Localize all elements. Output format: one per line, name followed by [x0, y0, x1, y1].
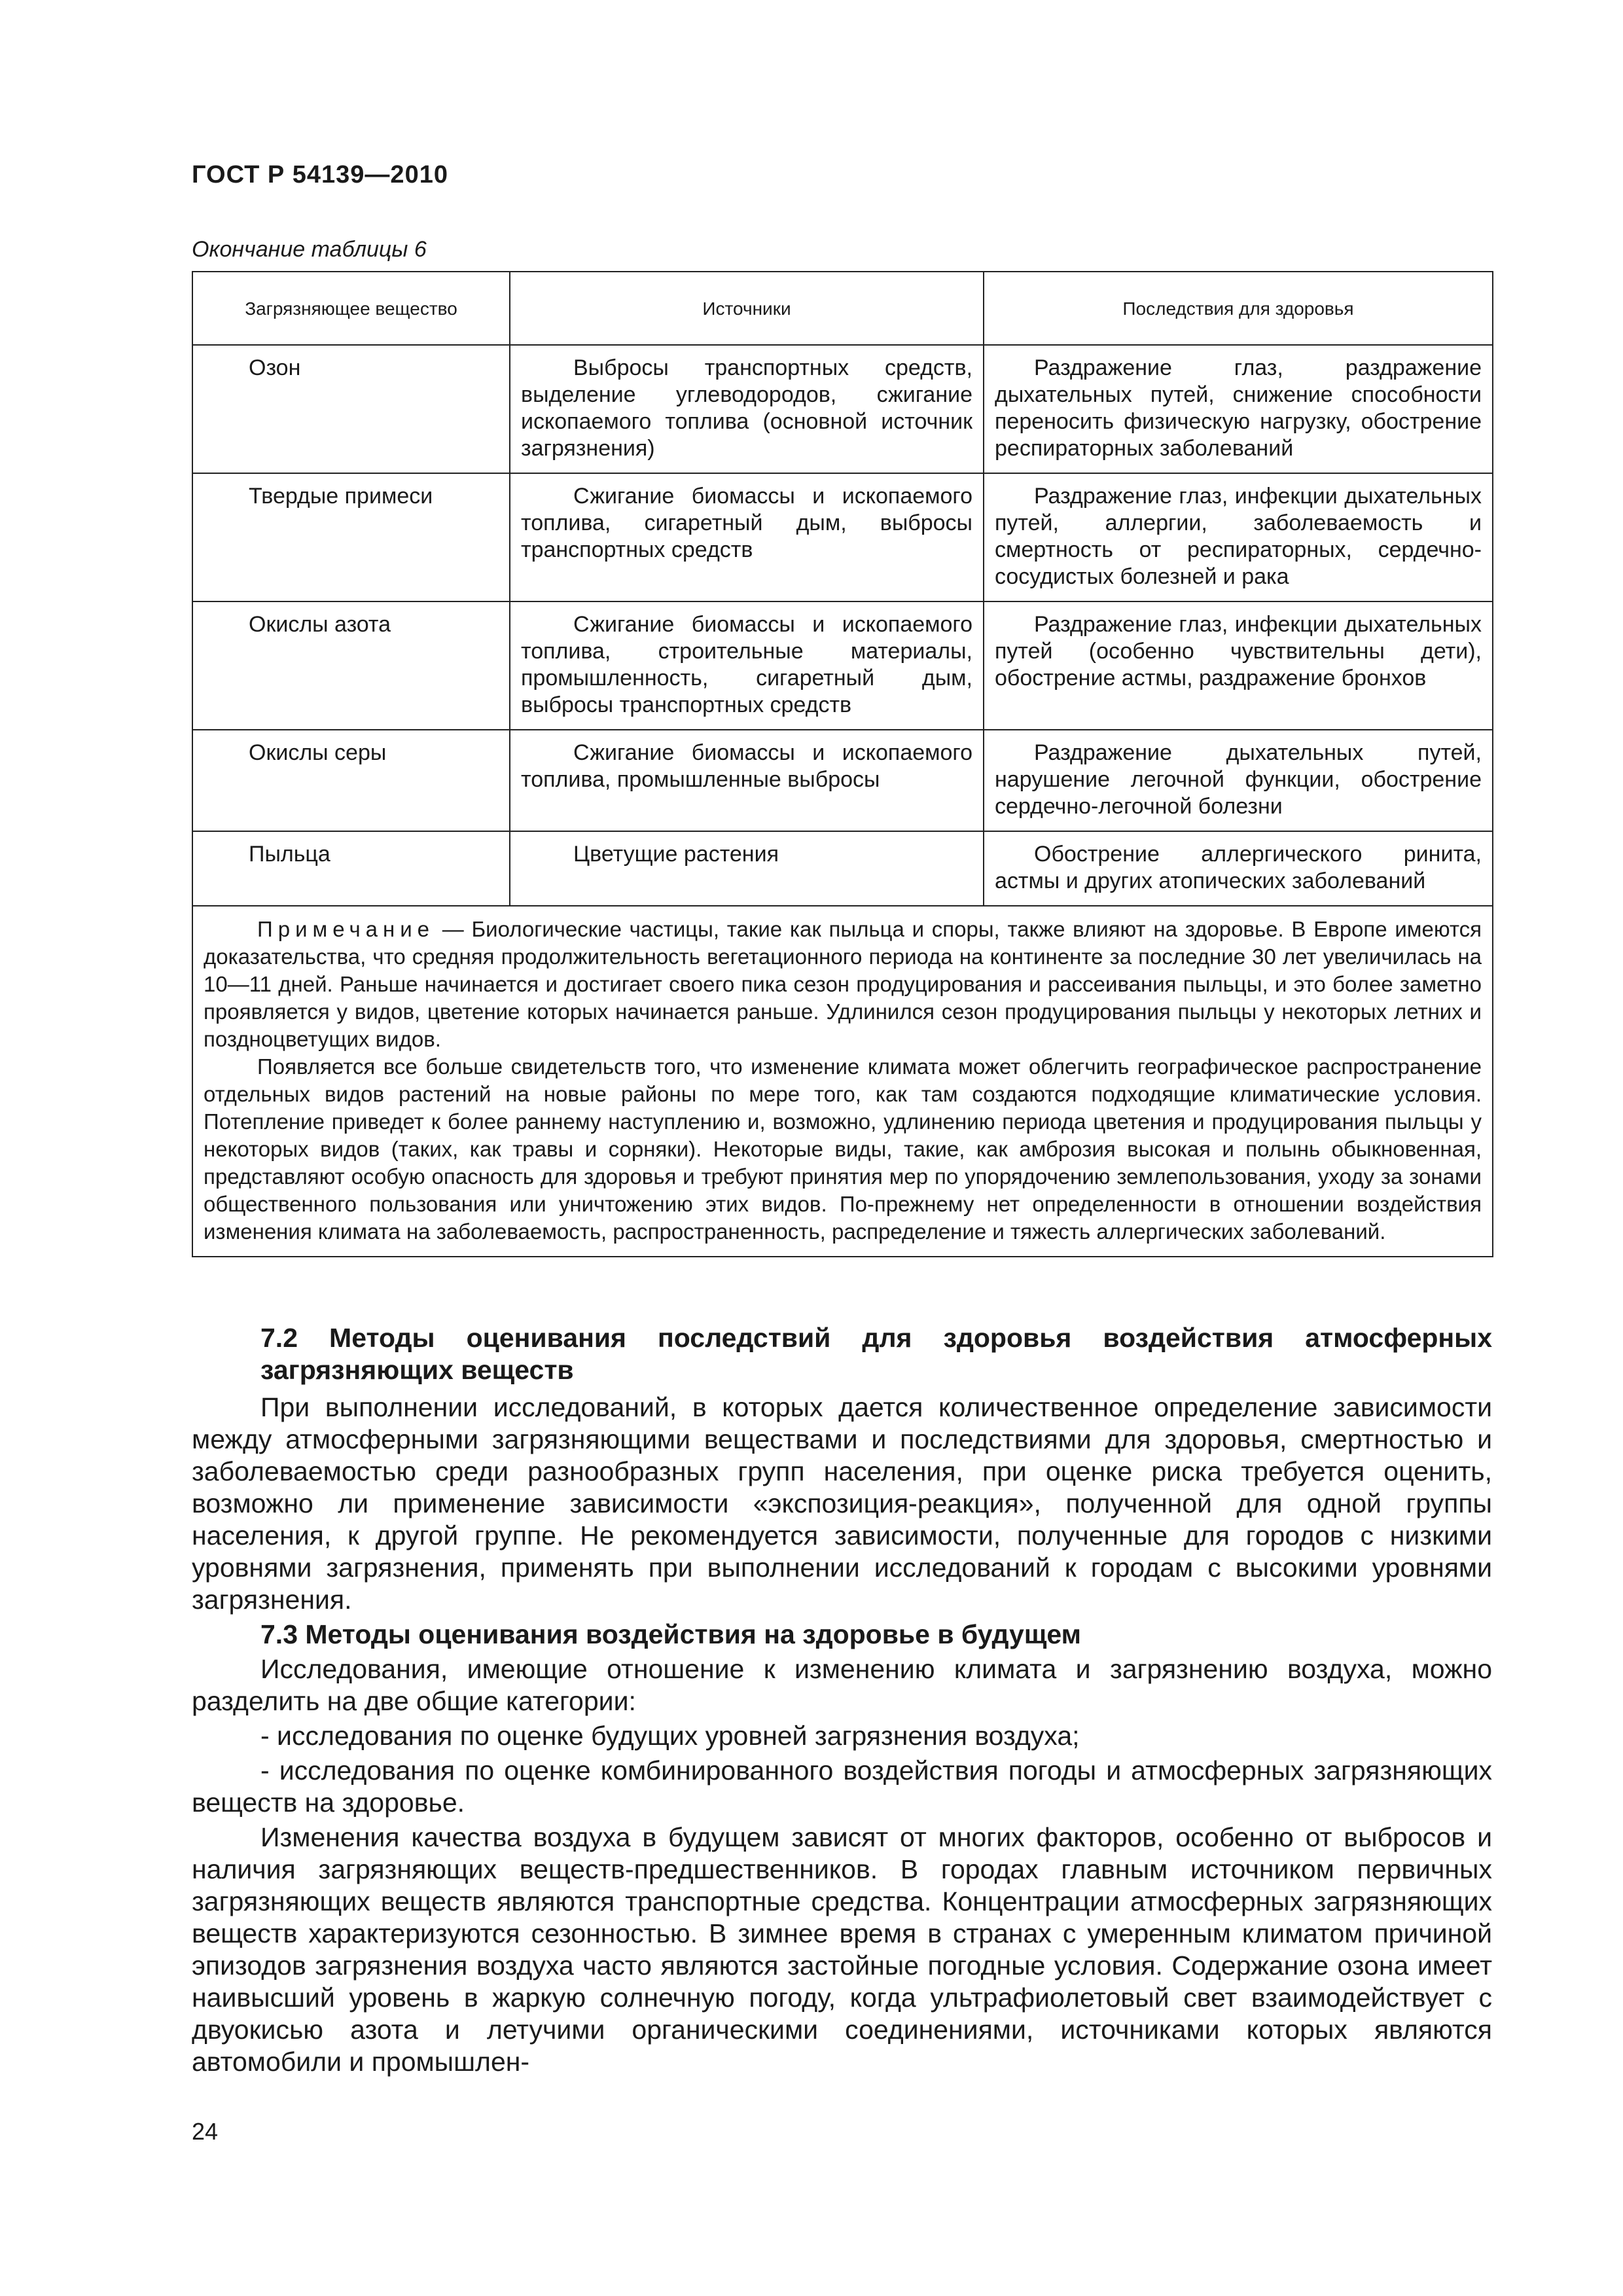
cell-sources: Сжигание биомассы и ископаемого топлива, строительные материалы, промышленность, сигаретный дым, выбросы транспортных средств: [510, 601, 984, 730]
cell-substance: Твердые примеси: [192, 473, 510, 601]
note-paragraph: [204, 916, 1482, 1053]
paragraph: Исследования, имеющие отношение к изменению климата и загрязнению воздуха, можно разделить на две общие категории:: [192, 1654, 1492, 1716]
main-text: [192, 1322, 1492, 2078]
cell-substance: Окислы серы: [192, 730, 510, 831]
note-paragraph: Появляется все больше свидетельств того, что изменение климата может облегчить географическое распространение отдельных видов растений на новые районы по мере того, как там создаются подходящие климатические условия. Потепление приведет к более раннему наступлению и, возможно, удлинению периода цветения и продуцирования пыльцы у некоторых видов (таких, как травы и сорняки). Некоторые виды, такие, как амброзия высокая и полынь обыкновенная, представляют особую опасность для здоровья и требуют принятия мер по упорядочению землепользования, уходу за зонами общественного пользования или уничтожению этих видов. По-прежнему нет определенности в отношении воздействия изменения климата на заболеваемость, распространенность, распределение и тяжесть аллергических заболеваний.: [204, 1054, 1482, 1244]
paragraph: Изменения качества воздуха в будущем зависят от многих факторов, особенно от выбросов и наличия загрязняющих веществ-предшественников. В городах главным источником первичных загрязняющих веществ являются транспортные средства. Концентрации атмосферных загрязняющих веществ характеризуются сезонностью. В зимнее время в странах с умеренным климатом причиной эпизодов загрязнения воздуха часто являются застойные погодные условия. Содержание озона имеет наивысший уровень в жаркую солнечную погоду, когда ультрафиолетовый свет взаимодействует с двуокисью азота и летучими органическими соединениями, источниками которых являются автомобили и промышлен-: [192, 1822, 1492, 2077]
cell-sources: Цветущие растения: [510, 831, 984, 906]
page-number: 24: [192, 2118, 219, 2145]
table-row: [192, 473, 1493, 601]
cell-sources: Выбросы транспортных средств, выделение углеводородов, сжигание ископаемого топлива (основной источник загрязнения): [510, 345, 984, 473]
table-row: [192, 601, 1493, 730]
table-caption: Окончание таблицы 6: [192, 237, 427, 262]
note-label: Примечание: [257, 917, 435, 941]
list-item: - исследования по оценке будущих уровней загрязнения воздуха;: [260, 1721, 1080, 1751]
table-row: [192, 730, 1493, 831]
column-header-sources: Источники: [510, 272, 984, 345]
table-row: [192, 831, 1493, 906]
column-header-effects: Последствия для здоровья: [984, 272, 1493, 345]
table-6: [192, 271, 1493, 1257]
note-text: — Биологические частицы, такие как пыльца и споры, также влияют на здоровье. В Европе имеются доказательства, что средняя продолжительность вегетационного периода на континенте за последние 30 лет увеличилась на 10—11 дней. Раньше начинается и достигает своего пика сезон продуцирования и рассеивания пыльцы, и это более заметно проявляется у видов, цветение которых начинается раньше. Удлинился сезон продуцирования пыльцы у некоторых летних и поздноцветущих видов.: [204, 917, 1482, 1051]
cell-sources: Сжигание биомассы и ископаемого топлива, промышленные выбросы: [510, 730, 984, 831]
table-note: [192, 906, 1493, 1257]
table-row: [192, 345, 1493, 473]
cell-effects: Раздражение глаз, инфекции дыхательных путей (особенно чувствительны дети), обострение астмы, раздражение бронхов: [984, 601, 1493, 730]
section-heading-7-2: 7.2 Методы оценивания последствий для здоровья воздействия атмосферных загрязняющих веществ: [260, 1323, 1492, 1385]
cell-sources: Сжигание биомассы и ископаемого топлива, сигаретный дым, выбросы транспортных средств: [510, 473, 984, 601]
cell-substance: Озон: [192, 345, 510, 473]
table-note-row: [192, 906, 1493, 1257]
cell-effects: Раздражение глаз, раздражение дыхательных путей, снижение способности переносить физическую нагрузку, обострение респираторных заболеваний: [984, 345, 1493, 473]
cell-substance: Окислы азота: [192, 601, 510, 730]
cell-effects: Обострение аллергического ринита, астмы и других атопических заболеваний: [984, 831, 1493, 906]
paragraph: При выполнении исследований, в которых дается количественное определение зависимости между атмосферными загрязняющими веществами и последствиями для здоровья, смертностью и заболеваемостью среди разнообразных групп населения, при оценке риска требуется оценить, возможно ли применение зависимости «экспозиция-реакция», полученной для одной группы населения, к другой группе. Не рекомендуется зависимости, полученные для городов с низкими уровнями загрязнения, применять при выполнении исследований к городам с высокими уровнями загрязнения.: [192, 1392, 1492, 1615]
table-header-row: [192, 272, 1493, 345]
cell-effects: Раздражение глаз, инфекции дыхательных путей, аллергии, заболеваемость и смертность от респираторных, сердечно-сосудистых болезней и рака: [984, 473, 1493, 601]
section-heading-7-3: 7.3 Методы оценивания воздействия на здоровье в будущем: [260, 1619, 1082, 1649]
cell-substance: Пыльца: [192, 831, 510, 906]
cell-effects: Раздражение дыхательных путей, нарушение легочной функции, обострение сердечно-легочной болезни: [984, 730, 1493, 831]
column-header-substance: Загрязняющее вещество: [192, 272, 510, 345]
list-item: - исследования по оценке комбинированного воздействия погоды и атмосферных загрязняющих веществ на здоровье.: [192, 1755, 1492, 1818]
document-code-header: ГОСТ Р 54139—2010: [192, 161, 448, 188]
